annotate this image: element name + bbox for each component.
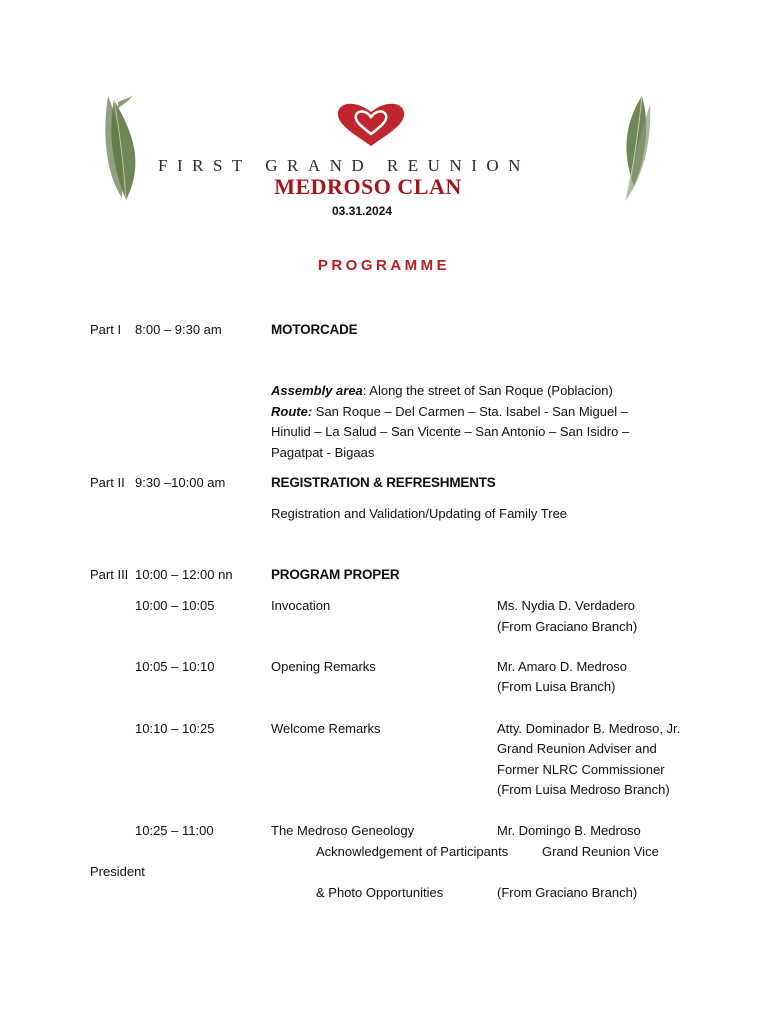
item-speaker: Mr. Domingo B. Medroso — [497, 823, 641, 838]
part3-label: Part III — [90, 567, 129, 582]
president-title: President — [90, 864, 145, 879]
item-activity: Invocation — [271, 598, 331, 613]
assembly-label: Assembly area — [271, 383, 363, 398]
reunion-title: FIRST GRAND REUNION — [158, 156, 530, 175]
item-speaker: Ms. Nydia D. Verdadero — [497, 598, 636, 613]
heart-icon — [338, 104, 404, 146]
part1-time: 8:00 – 9:30 am — [135, 322, 222, 337]
part1-label: Part I — [90, 322, 122, 337]
part2-label: Part II — [90, 475, 125, 490]
part2-heading: REGISTRATION & REFRESHMENTS — [271, 475, 496, 490]
item-speaker-branch: (From Graciano Branch) — [497, 619, 638, 634]
part1-heading: MOTORCADE — [271, 322, 358, 337]
right-leaf-icon — [626, 96, 650, 200]
item-activity: The Medroso Geneology — [271, 823, 415, 838]
item-time: 10:25 – 11:00 — [135, 823, 214, 838]
part3-heading: PROGRAM PROPER — [271, 567, 400, 582]
motorcade-details — [271, 381, 651, 463]
item-speaker: Mr. Amaro D. Medroso — [497, 659, 628, 674]
programme-title: PROGRAMME — [317, 257, 451, 274]
part2-time: 9:30 –10:00 am — [135, 475, 226, 490]
item-speaker-branch: (From Luisa Medroso Branch) — [497, 782, 670, 797]
left-leaf-icon — [105, 94, 135, 200]
route-line1: San Roque – Del Carmen – Sta. Isabel - San Miguel – — [312, 403, 628, 419]
vice-title: Grand Reunion Vice — [542, 844, 659, 859]
item-speaker-branch: (From Luisa Branch) — [497, 679, 616, 694]
item-time: 10:10 – 10:25 — [135, 721, 215, 736]
item-speaker-branch: (From Graciano Branch) — [497, 885, 638, 900]
item-time: 10:05 – 10:10 — [135, 659, 215, 674]
clan-name: MEDROSO CLAN — [274, 174, 462, 199]
item-activity: Welcome Remarks — [271, 721, 381, 736]
item-speaker-title: Grand Reunion Adviser and — [497, 741, 657, 756]
route-line3: Pagatpat - Bigaas — [271, 444, 375, 460]
item-time: 10:00 – 10:05 — [135, 598, 215, 613]
assembly-text: : Along the street of San Roque (Poblacion) — [362, 383, 613, 398]
route-line2: Hinulid – La Salud – San Vicente – San Antonio – San Isidro – — [271, 424, 630, 439]
part2-detail: Registration and Validation/Updating of Family Tree — [271, 506, 568, 521]
route-label: Route: — [271, 403, 313, 419]
acknowledgement-text: Acknowledgement of Participants — [316, 844, 509, 859]
item-speaker: Atty. Dominador B. Medroso, Jr. — [497, 721, 681, 736]
item-speaker-title: Former NLRC Commissioner — [497, 762, 665, 777]
photo-text: & Photo Opportunities — [316, 885, 444, 900]
route-line — [271, 402, 651, 423]
event-date: 03.31.2024 — [331, 204, 393, 218]
part3-time: 10:00 – 12:00 nn — [135, 567, 233, 582]
item-activity: Opening Remarks — [271, 659, 376, 674]
assembly-line — [271, 381, 651, 402]
